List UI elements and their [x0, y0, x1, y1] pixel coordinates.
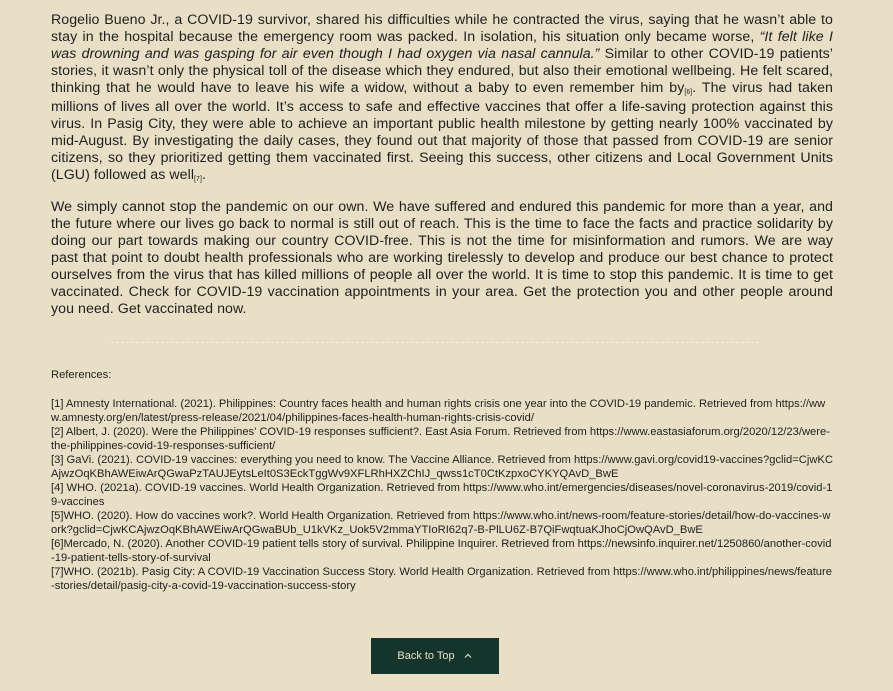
citation-marker: [7]	[194, 176, 202, 183]
paragraph-text: Rogelio Bueno Jr., a COVID-19 survivor, shared his difficulties while he contracted the virus, saying that he wasn’t able to stay in the hospital because the emergency room was packed. In isolation, his situation only became worse,	[51, 12, 833, 45]
back-to-top-button[interactable]	[371, 638, 499, 674]
section-divider	[111, 342, 759, 343]
citation-marker: [6]	[684, 89, 693, 96]
reference-item: [5]WHO. (2020). How do vaccines work?. World Health Organization. Retrieved from https://www.who.int/news-room/feature-stories/detail/how-do-vaccines-work?gclid=CjwKCAjwzOqKBhAWEiwArQGwaBUb_U1kVKz_Uok5V2mmaYTIoRI62q7-B-PlLU6Z-B7QiFwqtuaKJhoCjOwQAvD_BwE	[51, 510, 831, 536]
reference-item: [2] Albert, J. (2020). Were the Philippines’ COVID-19 responses sufficient?. East Asia Forum. Retrieved from https://www.eastasiaforum.org/2020/12/23/were-the-philippines-covid-19-responses-sufficient/	[51, 426, 830, 452]
reference-item: [4] WHO. (2021a). COVID-19 vaccines. World Health Organization. Retrieved from https://www.who.int/emergencies/diseases/novel-coronavirus-2019/covid-19-vaccines	[51, 482, 833, 508]
article-body	[51, 12, 833, 318]
article-paragraph: We simply cannot stop the pandemic on our own. We have suffered and endured this pandemic for more than a year, and the future where our lives go back to normal is still out of reach. This is the time to face the facts and practice solidarity by doing our part towards making our country COVID-free. This is not the time for misinformation and rumors. We are way past that point to doubt health professionals who are working tirelessly to develop and produce our best chance to protect ourselves from the virus that has killed millions of people all over the world. It is time to stop this pandemic. It is time to get vaccinated. Check for COVID-19 vaccination appointments in your area. Get the protection you and other people around you need. Get vaccinated now.	[51, 199, 833, 317]
reference-item: [1] Amnesty International. (2021). Philippines: Country faces health and human rights crisis one year into the COVID-19 pandemic. Retrieved from https://www.amnesty.org/en/latest/press-release/2021/04/philippines-faces-health-human-rights-crisis-covid/	[51, 398, 826, 424]
back-to-top-label: Back to Top	[397, 650, 455, 662]
survivor-quote: “It felt like I was drowning and was gasping for air even though I had oxygen via nasal cannula.”	[51, 29, 833, 62]
reference-item: [3] GaVi. (2021). COVID-19 vaccines: everything you need to know. The Vaccine Alliance. Retrieved from https://www.gavi.org/covid19-vaccines?gclid=CjwKCAjwzOqKBhAWEiwArQGwaPzTAUJEytsLeIt0S3EckTggWv9XFLRhHXZChIJ_qwss1cT0CtKzpxoCYKYQAvD_BwE	[51, 454, 833, 480]
chevron-up-icon	[463, 651, 473, 661]
reference-item: [7]WHO. (2021b). Pasig City: A COVID-19 Vaccination Success Story. World Health Organization. Retrieved from https://www.who.int/philippines/news/feature-stories/detail/pasig-city-a-covid-19-vaccination-success-story	[51, 566, 832, 592]
paragraph-text: . The virus had taken millions of lives all over the world. It’s access to safe and effective vaccines that offer a life-saving protection against this virus. In Pasig City, they were able to achieve an important public health milestone by getting nearly 100% vaccinated by mid-August. By investigating the daily cases, they found out that majority of those that passed from COVID-19 are senior citizens, so they prioritized getting them vaccinated first. Seeing this success, other citizens and Local Government Units (LGU) followed as well	[51, 80, 833, 183]
references-section	[51, 368, 833, 593]
references-heading: References:	[51, 369, 112, 381]
article-paragraph	[51, 12, 833, 186]
references-list	[51, 397, 833, 593]
reference-item: [6]Mercado, N. (2020). Another COVID-19 patient tells story of survival. Philippine Inquirer. Retrieved from https://newsinfo.inquirer.net/1250860/another-covid-19-patient-tells-story-of-survival	[51, 538, 832, 564]
paragraph-text: .	[201, 167, 206, 183]
paragraph-text: Similar to other COVID-19 patients’ stories, it wasn’t only the physical toll of the disease which they endured, but also their emotional wellbeing. He felt scared, thinking that he would have to leave his wife a widow, without a baby to even remember him by	[51, 46, 833, 96]
